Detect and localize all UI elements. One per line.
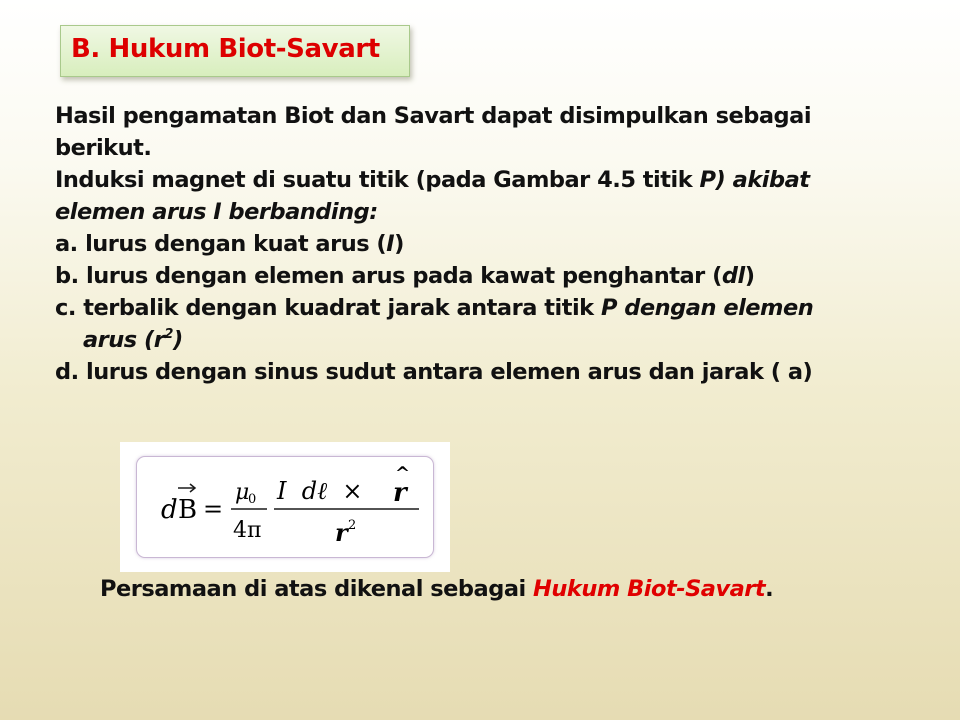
formula-hat: ^ — [395, 463, 411, 484]
text-l4: elemen arus I berbanding: — [55, 199, 378, 225]
item-c2-sup: 2 — [164, 327, 173, 342]
paragraph-line-4 — [55, 196, 915, 228]
body-text — [55, 100, 915, 388]
caption-text: Persamaan di atas dikenal sebagai — [100, 576, 534, 602]
item-b-var: dl — [721, 263, 745, 289]
formula-numerator: I dℓ × — [277, 477, 363, 505]
text-l2: berikut. — [55, 135, 152, 161]
formula-d: d — [161, 495, 178, 525]
text-l3a: Induksi magnet di suatu titik (pada Gambar 4.5 titik — [55, 167, 700, 193]
list-item-c-continued — [55, 324, 915, 356]
item-a-text: a. lurus dengan kuat arus ( — [55, 231, 387, 257]
caption-end: . — [765, 576, 774, 602]
slide-title: B. Hukum Biot-Savart — [71, 34, 380, 64]
item-d-text: d. lurus dengan sinus sudut antara elemen arus dan jarak ( a) — [55, 359, 813, 385]
formula-B: B — [178, 495, 198, 525]
formula-denominator: r — [335, 518, 348, 547]
caption — [100, 576, 773, 602]
paragraph-line-3 — [55, 164, 915, 196]
paragraph-line-1 — [55, 100, 915, 132]
text-l1: Hasil pengamatan Biot dan Savart dapat disimpulkan sebagai — [55, 103, 812, 129]
caption-highlight: Hukum Biot-Savart — [533, 576, 766, 602]
formula-denominator-sup: 2 — [348, 518, 357, 533]
list-item-d — [55, 356, 915, 388]
formula-mu: μ — [235, 480, 250, 505]
formula-4pi: 4π — [233, 518, 262, 543]
item-c-var: P dengan elemen — [600, 295, 814, 321]
title-box — [60, 25, 410, 77]
item-b-text: b. lurus dengan elemen arus pada kawat penghantar ( — [55, 263, 722, 289]
list-item-b — [55, 260, 915, 292]
list-item-a — [55, 228, 915, 260]
paragraph-line-2 — [55, 132, 915, 164]
formula-image — [120, 442, 450, 572]
item-c2-text: arus (r — [83, 327, 165, 353]
formula-equals: = — [203, 495, 224, 523]
formula-mu-sub: 0 — [248, 492, 257, 507]
formula-box — [136, 456, 434, 558]
item-a-var: I — [386, 231, 395, 257]
item-b-end: ) — [744, 263, 755, 289]
item-c2-end: ) — [172, 327, 183, 353]
text-l3b: P) akibat — [699, 167, 810, 193]
list-item-c — [55, 292, 915, 324]
item-a-end: ) — [394, 231, 404, 257]
biot-savart-formula — [137, 457, 433, 557]
formula-r-hat: r — [393, 478, 407, 508]
item-c-text: c. terbalik dengan kuadrat jarak antara titik — [55, 295, 601, 321]
